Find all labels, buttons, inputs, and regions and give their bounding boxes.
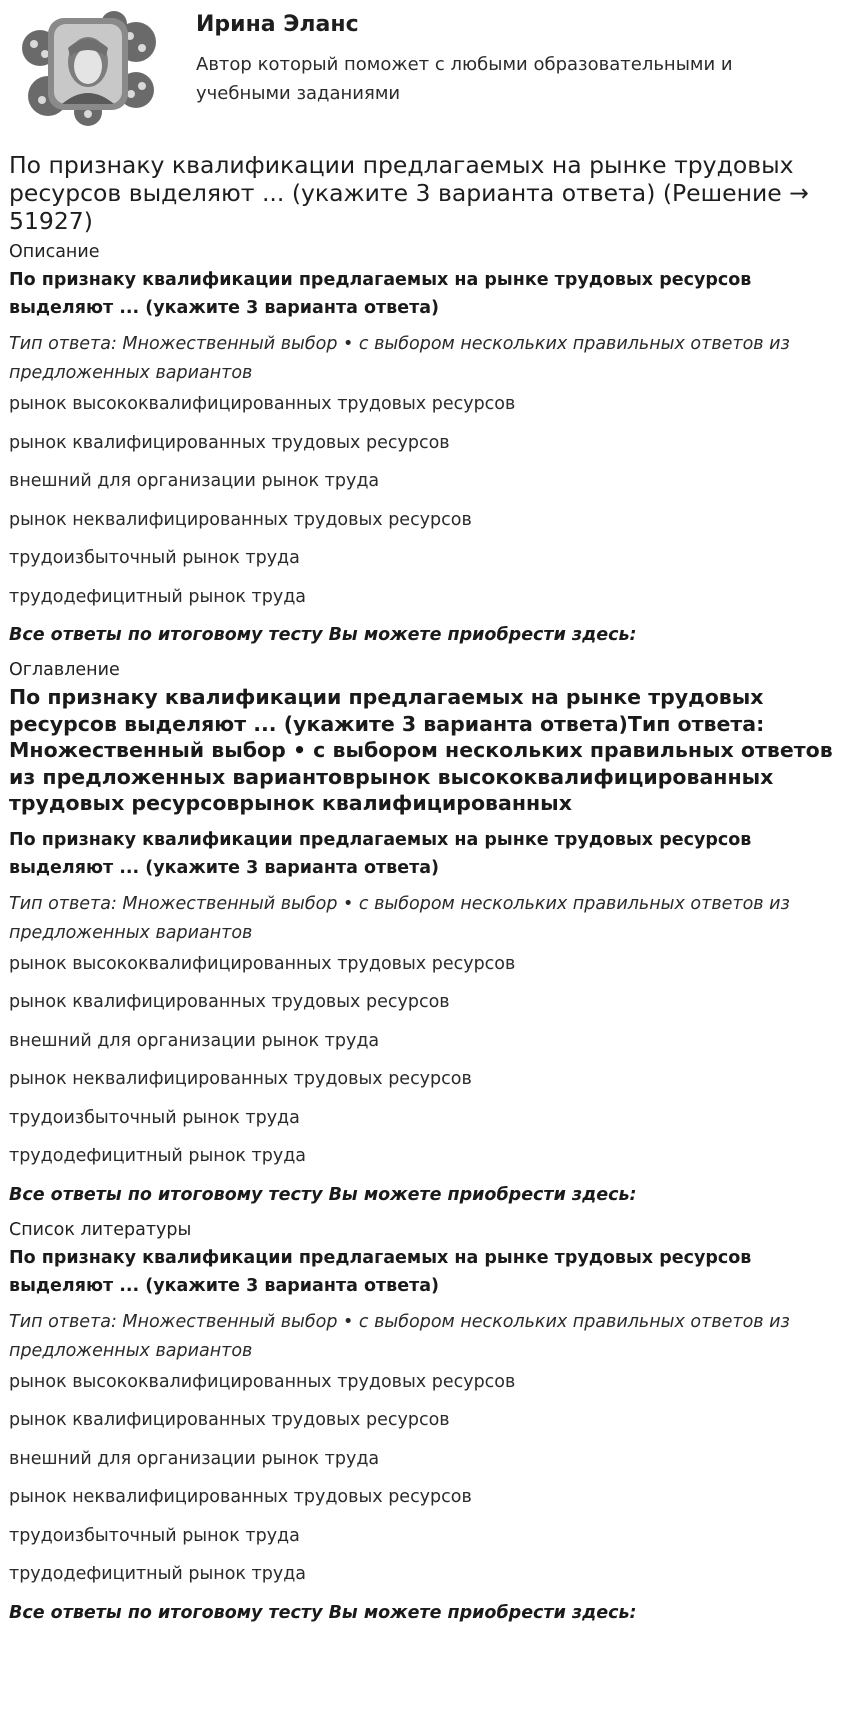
author-description: Автор который поможет с любыми образовательными и учебными заданиями — [196, 54, 733, 104]
option-item: рынок квалифицированных трудовых ресурсов — [9, 992, 450, 1012]
page-title: По признаку квалификации предлагаемых на рынке трудовых ресурсов выделяют ... (укажите 3 варианта ответа) (Решение → 51927) — [9, 151, 809, 235]
option-item: рынок неквалифицированных трудовых ресурсов — [9, 1069, 472, 1089]
option-item: трудоизбыточный рынок труда — [9, 548, 300, 568]
option-item: трудодефицитный рынок труда — [9, 1564, 307, 1584]
option-item: рынок высококвалифицированных трудовых ресурсов — [9, 953, 516, 974]
option-item: внешний для организации рынок труда — [9, 471, 380, 491]
option-item: рынок квалифицированных трудовых ресурсов — [9, 432, 450, 453]
option-item: внешний для организации рынок труда — [9, 1448, 380, 1469]
all-answers-note: Все ответы по итоговому тесту Вы можете приобрести здесь: — [9, 1602, 637, 1623]
answer-type: Тип ответа: Множественный выбор • с выбором нескольких правильных ответов из предложенных вариантов — [9, 1311, 790, 1361]
option-item: трудоизбыточный рынок труда — [9, 1107, 300, 1128]
answer-type: Тип ответа: Множественный выбор • с выбором нескольких правильных ответов из предложенных вариантов — [9, 893, 790, 943]
all-answers-note: Все ответы по итоговому тесту Вы можете приобрести здесь: — [9, 1184, 637, 1205]
toc-heading: По признаку квалификации предлагаемых на рынке трудовых ресурсов выделяют ... (укажите 3 варианта ответа)Тип ответа: Множественный выбор • с выбором нескольких правильных ответов из предложенных вариантоврынок высококвалифицированных трудовых ресурсоврынок квалифицированных — [9, 685, 833, 815]
option-item: трудодефицитный рынок труда — [9, 586, 307, 607]
question-text: По признаку квалификации предлагаемых на рынке трудовых ресурсов выделяют ... (укажите 3 варианта ответа) — [9, 270, 752, 318]
section-label-literature: Список литературы — [9, 1219, 192, 1240]
option-item: трудодефицитный рынок труда — [9, 1146, 307, 1166]
author-name[interactable]: Ирина Эланс — [196, 12, 359, 37]
section-label-toc: Оглавление — [9, 660, 120, 680]
toc-section — [9, 659, 838, 1206]
option-item: рынок высококвалифицированных трудовых ресурсов — [9, 394, 516, 414]
all-answers-note: Все ответы по итоговому тесту Вы можете приобрести здесь: — [9, 625, 637, 645]
option-item: рынок квалифицированных трудовых ресурсов — [9, 1410, 450, 1430]
answer-type: Тип ответа: Множественный выбор • с выбором нескольких правильных ответов из предложенных вариантов — [9, 334, 790, 383]
question-text: По признаку квалификации предлагаемых на рынке трудовых ресурсов выделяют ... (укажите 3 варианта ответа) — [9, 829, 752, 878]
option-item: внешний для организации рынок труда — [9, 1030, 380, 1051]
option-item: рынок неквалифицированных трудовых ресурсов — [9, 1487, 472, 1507]
question-text: По признаку квалификации предлагаемых на рынке трудовых ресурсов выделяют ... (укажите 3 варианта ответа) — [9, 1247, 752, 1296]
option-item: трудоизбыточный рынок труда — [9, 1525, 300, 1546]
option-item: рынок неквалифицированных трудовых ресурсов — [9, 509, 472, 530]
author-card — [9, 0, 838, 142]
description-section — [9, 241, 838, 646]
option-item: рынок высококвалифицированных трудовых ресурсов — [9, 1371, 516, 1392]
author-avatar[interactable] — [18, 8, 158, 126]
literature-section — [9, 1219, 838, 1624]
section-label-description: Описание — [9, 242, 100, 262]
